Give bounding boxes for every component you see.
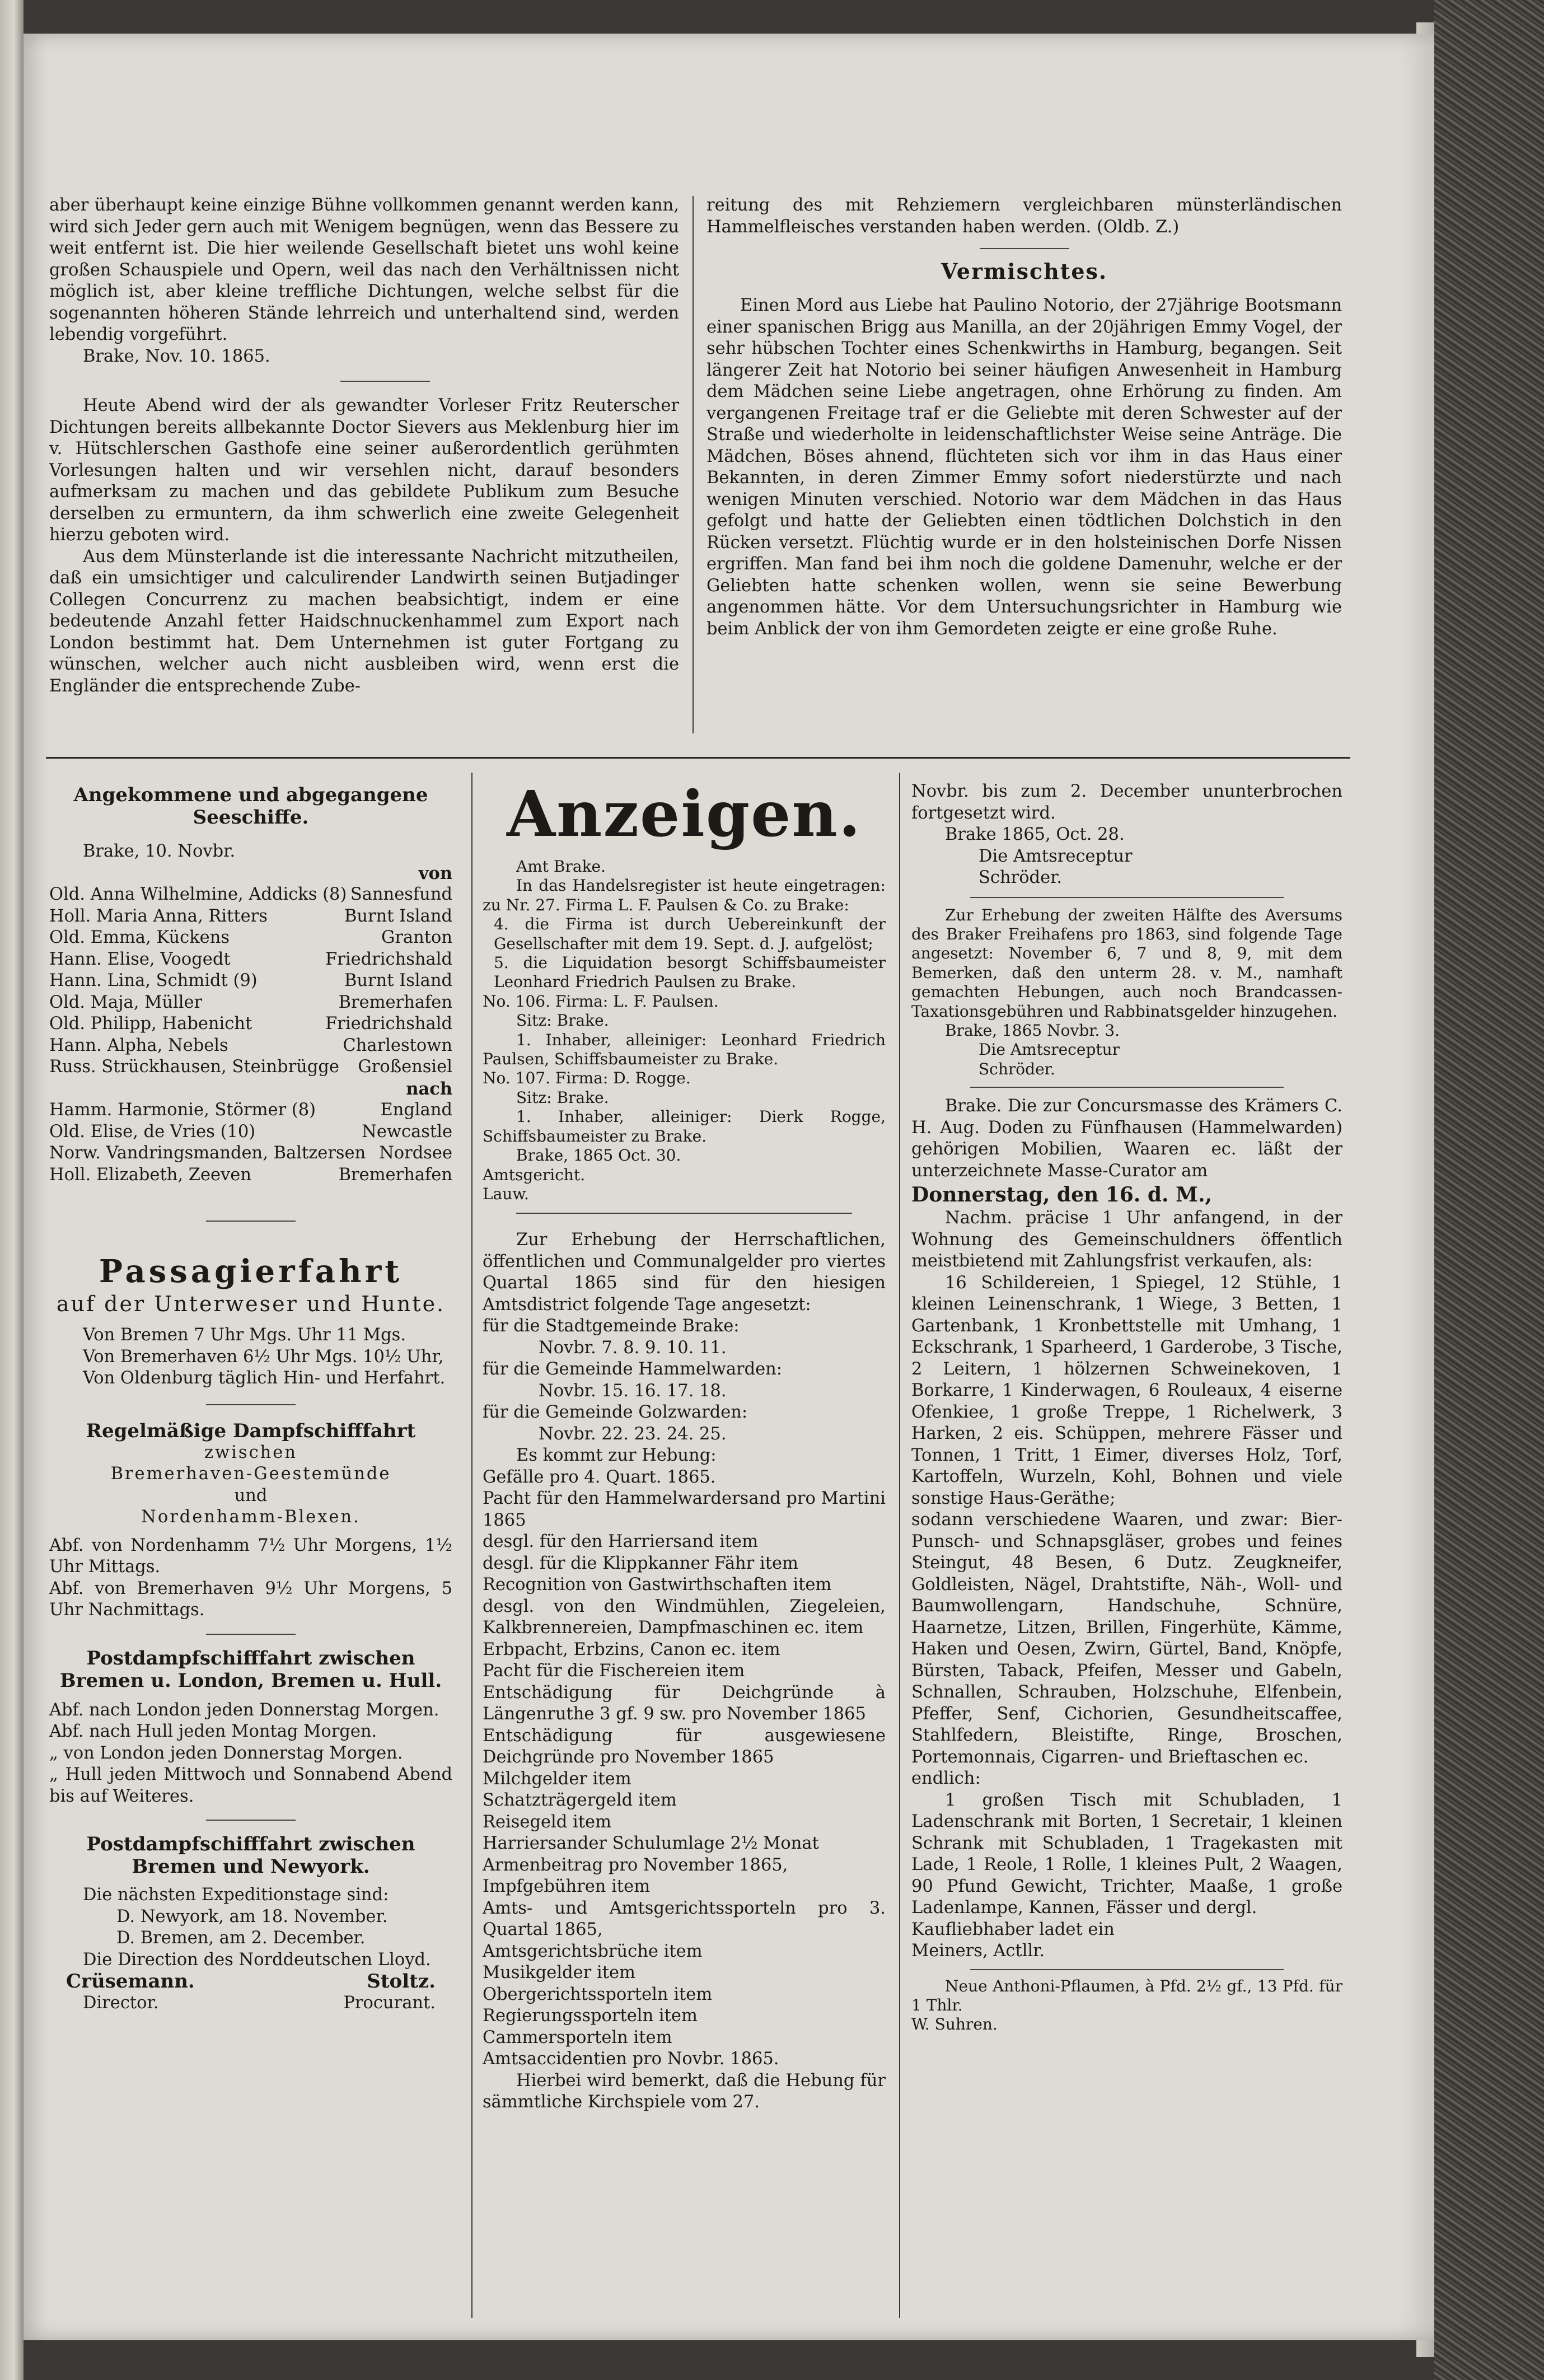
post2-direction: Die Direction des Norddeutschen Lloyd. bbox=[83, 1949, 431, 1970]
title-2: Procurant. bbox=[343, 1993, 436, 2013]
ship-port: Nordsee bbox=[379, 1143, 452, 1163]
ship-port: Großensiel bbox=[358, 1057, 452, 1077]
ship-port: Charlestown bbox=[343, 1035, 452, 1055]
vermischtes-heading: Vermischtes. bbox=[941, 259, 1108, 284]
divider bbox=[206, 1820, 296, 1821]
ship-row bbox=[49, 1013, 452, 1035]
ship-name: Old. Elise, de Vries (10) bbox=[49, 1121, 256, 1142]
top-left-column bbox=[49, 195, 679, 697]
ship-name: Old. Anna Wilhelmine, Addicks (8) bbox=[49, 885, 347, 904]
text-line: „ von London jeden Donnerstag Morgen. bbox=[49, 1743, 403, 1763]
tax-golzwarden-dates: Novbr. 22. 23. 24. 25. bbox=[539, 1424, 727, 1444]
signature-2: Stoltz. bbox=[367, 1970, 436, 1993]
court-name: Amt Brake. bbox=[516, 857, 606, 876]
passenger-lines bbox=[49, 1325, 452, 1390]
text-line: Armenbeitrag pro November 1865, bbox=[483, 1855, 788, 1875]
ship-row bbox=[49, 906, 452, 928]
text-line: Musikgelder item bbox=[483, 1963, 635, 1983]
register-signer: Lauw. bbox=[483, 1184, 529, 1203]
receptur-signature: Die Amtsreceptur bbox=[979, 846, 1133, 866]
ship-name: Hann. Alpha, Nebels bbox=[49, 1035, 228, 1055]
ship-row bbox=[49, 992, 452, 1014]
steam-line-4: Nordenhamm-Blexen. bbox=[141, 1507, 361, 1527]
text-line: Cammersporteln item bbox=[483, 2027, 672, 2047]
oldb-paragraph: reitung des mit Rehziemern vergleichbaren münsterländischen Hammelfleisches verstanden haben werden. (Oldb. Z.) bbox=[707, 195, 1342, 237]
ship-name: Old. Philipp, Habenicht bbox=[49, 1014, 252, 1034]
steam-heading: Regelmäßige Dampfschifffahrt bbox=[86, 1419, 416, 1442]
tax-continuation-date: Brake 1865, Oct. 28. bbox=[945, 825, 1125, 844]
ship-row bbox=[49, 1165, 452, 1186]
divider bbox=[970, 1969, 1284, 1970]
plum-signature: W. Suhren. bbox=[911, 2015, 998, 2034]
passenger-heading: Passagierfahrt bbox=[99, 1253, 403, 1290]
plum-advert: Neue Anthoni-Pflaumen, à Pfd. 2½ gf., 13 Pfd. für 1 Thlr. bbox=[911, 1976, 1342, 2015]
register-106-seat: Sitz: Brake. bbox=[516, 1011, 609, 1030]
text-line: Von Bremen 7 Uhr Mgs. Uhr 11 Mgs. bbox=[83, 1325, 406, 1345]
ships-column bbox=[49, 784, 452, 2014]
text-line: Abf. nach London jeden Donnerstag Morgen. bbox=[49, 1700, 439, 1720]
ship-row bbox=[49, 927, 452, 949]
freihafen-date: Brake, 1865 Novbr. 3. bbox=[945, 1021, 1120, 1040]
post2-signatures bbox=[49, 1971, 452, 1993]
post2-date-1: D. Newyork, am 18. November. bbox=[116, 1906, 388, 1927]
arrived-label: von bbox=[418, 863, 452, 883]
ship-row bbox=[49, 949, 452, 971]
steam-departure-1: Abf. von Nordenhamm 7½ Uhr Morgens, 1½ Uhr Mittags. bbox=[49, 1535, 452, 1577]
ship-port: Newcastle bbox=[362, 1121, 452, 1142]
anzeigen-heading: Anzeigen. bbox=[507, 778, 862, 851]
text-line: Milchgelder item bbox=[483, 1769, 631, 1789]
auction-date: Donnerstag, den 16. d. M., bbox=[911, 1183, 1213, 1207]
ship-name: Holl. Elizabeth, Zeeven bbox=[49, 1165, 251, 1185]
post2-date-2: D. Bremen, am 2. December. bbox=[116, 1928, 366, 1948]
auction-buyers: Kaufliebhaber ladet ein bbox=[911, 1919, 1115, 1939]
text-line: Amtsgerichtsbrüche item bbox=[483, 1941, 703, 1961]
auction-signature: Meiners, Actllr. bbox=[911, 1941, 1045, 1961]
register-107-seat: Sitz: Brake. bbox=[516, 1088, 609, 1107]
ship-port: England bbox=[380, 1100, 452, 1120]
tax-collection-label: Es kommt zur Hebung: bbox=[516, 1446, 717, 1466]
tax-items-list bbox=[483, 1467, 886, 2070]
column-rule bbox=[693, 196, 694, 733]
tax-golzwarden-label: für die Gemeinde Golzwarden: bbox=[483, 1402, 748, 1423]
departed-list bbox=[49, 1100, 452, 1186]
text-line: Pacht für den Hammelwardersand pro Martini 1865 bbox=[483, 1489, 886, 1530]
text-line: Harriersander Schulumlage 2½ Monat bbox=[483, 1834, 819, 1854]
divider bbox=[516, 1213, 852, 1214]
ship-row bbox=[49, 1121, 452, 1143]
section-rule bbox=[46, 757, 1350, 759]
ship-name: Old. Maja, Müller bbox=[49, 992, 203, 1012]
divider bbox=[970, 1087, 1284, 1088]
tax-intro: Zur Erhebung der Herrschaftlichen, öffentlichen und Communalgelder pro viertes Quartal 1865 sind für den hiesigen Amtsdistrict folgende Tage angesetzt: bbox=[483, 1230, 886, 1315]
text-line: desgl. für den Harriersand item bbox=[483, 1532, 759, 1552]
ship-row bbox=[49, 1100, 452, 1121]
column-rule bbox=[899, 773, 900, 2318]
text-line: desgl. für die Klippkanner Fähr item bbox=[483, 1553, 798, 1573]
divider bbox=[206, 1221, 296, 1222]
ship-name: Hamm. Harmonie, Störmer (8) bbox=[49, 1100, 316, 1120]
divider bbox=[980, 248, 1069, 249]
ship-row bbox=[49, 884, 452, 906]
muensterland-paragraph: Aus dem Münsterlande ist die interessante Nachricht mitzutheilen, daß ein umsichtiger und calculirender Landwirth seinen Butjadinger Collegen Concurrenz zu machen beabsichtigt, indem er eine bedeutende Anzahl fetter Haidschnuckenhammel zum Export nach London bestimmt hat. Dem Unternehmen ist guter Fortgang zu wünschen, welcher auch nicht ausbleiben wird, wenn erst die Engländer die entsprechende Zube- bbox=[49, 546, 679, 696]
steam-line-3: und bbox=[234, 1485, 268, 1505]
ship-port: Granton bbox=[381, 928, 452, 947]
auction-time: Nachm. präcise 1 Uhr anfangend, in der Wohnung des Gemeinschuldners öffentlich meistbietend mit Zahlungsfrist verkaufen, als: bbox=[911, 1208, 1342, 1271]
ships-heading: Angekommene und abgegangene Seeschiffe. bbox=[73, 784, 428, 829]
divider bbox=[206, 1404, 296, 1405]
auction-list-shop: 1 großen Tisch mit Schubladen, 1 Ladenschrank mit Borten, 1 Secretair, 1 kleinen Schrank mit Schubladen, 1 Tragekasten mit Lade, 1 Reole, 1 Rolle, 1 kleines Pult, 2 Waagen, 90 Pfund Gewicht, Trichter, Maaße, 1 große Ladenlampe, Kannen, Fässer und dergl. bbox=[911, 1790, 1342, 1918]
register-item-4: 4. die Firma ist durch Uebereinkunft der Gesellschafter mit dem 19. Sept. d. J. aufgelöst; bbox=[494, 915, 886, 953]
ships-date: Brake, 10. Novbr. bbox=[83, 841, 236, 861]
text-line: Amts- und Amtsgerichtssporteln pro 3. Quartal 1865, bbox=[483, 1898, 886, 1940]
register-intro: In das Handelsregister ist heute eingetragen: zu Nr. 27. Firma L. F. Paulsen & Co. zu Brake: bbox=[483, 876, 886, 914]
register-court: Amtsgericht. bbox=[483, 1165, 586, 1184]
text-line: Abf. nach Hull jeden Montag Morgen. bbox=[49, 1722, 377, 1741]
ship-name: Holl. Maria Anna, Ritters bbox=[49, 906, 268, 926]
text-line: „ Hull jeden Mittwoch und Sonnabend Abend bis auf Weiteres. bbox=[49, 1765, 452, 1806]
text-line: Erbpacht, Erbzins, Canon ec. item bbox=[483, 1639, 780, 1659]
book-binding bbox=[1434, 0, 1544, 2380]
text-line: Schatzträgergeld item bbox=[483, 1790, 677, 1811]
ship-name: Hann. Lina, Schmidt (9) bbox=[49, 971, 258, 990]
auction-list-goods: sodann verschiedene Waaren, und zwar: Bier-Punsch- und Schnapsgläser, grobes und feines Steingut, 48 Besen, 6 Dutz. Zeugkneifer, Goldleisten, Nägel, Drahtstifte, Näh-, Woll- und Baumwollengarn, Handschuhe, Schnüre, Haarnetze, Litzen, Brillen, Fingerhüte, Kämme, Haken und Oesen, Zwirn, Gürtel, Band, Knöpfe, Bürsten, Taback, Pfeifen, Messer und Gabeln, Schnallen, Schrauben, Holzschuhe, Elfenbein, Pfeffer, Senf, Cichorien, Gesundheitscaffee, Stahlfedern, Bleistifte, Ringe, Broschen, Portemonnais, Cigarren- und Brieftaschen ec. bbox=[911, 1510, 1342, 1767]
post2-intro: Die nächsten Expeditionstage sind: bbox=[83, 1885, 389, 1905]
theater-paragraph: aber überhaupt keine einzige Bühne vollkommen genannt werden kann, wird sich Jeder gern auch mit Wenigem begnügen, wenn das Bessere zu weit entfernt ist. Die hier weilende Gesellschaft bietet uns wohl keine großen Schauspiele und Opern, weil das nach den Verhältnissen nicht möglich ist, aber kleine treffliche Dichtungen, welche selbst für die sogenannten höheren Stände lehrreich und unterhaltend sind, werden lebendig vorgeführt. bbox=[49, 195, 679, 344]
text-line: Impfgebühren item bbox=[483, 1877, 651, 1897]
tax-continuation: Novbr. bis zum 2. December ununterbrochen fortgesetzt wird. bbox=[911, 782, 1342, 823]
register-107: No. 107. Firma: D. Rogge. bbox=[483, 1069, 691, 1088]
ship-name: Russ. Strückhausen, Steinbrügge bbox=[49, 1057, 339, 1077]
tax-brake-label: für die Stadtgemeinde Brake: bbox=[483, 1316, 740, 1336]
receptur-signer: Schröder. bbox=[979, 868, 1063, 887]
auction-endlich: endlich: bbox=[911, 1769, 981, 1789]
ship-name: Hann. Elise, Voogedt bbox=[49, 949, 231, 969]
adjacent-page-edge bbox=[0, 0, 24, 2380]
post1-heading: Postdampfschifffahrt zwischen Bremen u. London, Bremen u. Hull. bbox=[59, 1647, 442, 1692]
text-line: Recognition von Gastwirthschaften item bbox=[483, 1575, 832, 1595]
auction-intro: Brake. Die zur Concursmasse des Krämers C. H. Aug. Doden zu Fünfhausen (Hammelwarden) gehörigen Mobilien, Waaren ec. läßt der unterzeichnete Masse-Curator am bbox=[911, 1096, 1342, 1181]
ship-row bbox=[49, 970, 452, 992]
register-item-5: 5. die Liquidation besorgt Schiffsbaumeister Leonhard Friedrich Paulsen zu Brake. bbox=[494, 953, 886, 992]
steam-line-2: Bremerhaven-Geestemünde bbox=[110, 1464, 391, 1484]
text-line: Von Bremerhaven 6½ Uhr Mgs. 10½ Uhr, bbox=[83, 1346, 444, 1367]
tax-note: Hierbei wird bemerkt, daß die Hebung für sämmtliche Kirchspiele vom 27. bbox=[483, 2070, 886, 2112]
ship-row bbox=[49, 1035, 452, 1057]
freihafen-signature: Die Amtsreceptur bbox=[979, 1040, 1120, 1059]
register-106: No. 106. Firma: L. F. Paulsen. bbox=[483, 992, 719, 1011]
ship-port: Sannesfund bbox=[350, 885, 452, 904]
murder-paragraph: Einen Mord aus Liebe hat Paulino Notorio, der 27jährige Bootsmann einer spanischen Brigg aus Manilla, an der 20jährigen Emmy Vogel, der sehr hübschen Tochter eines Schenkwirths in Hamburg, begangen. Seit längerer Zeit hat Notorio bei seiner häufigen Anwesenheit in Hamburg dem Mädchen seine Liebe angetragen, ohne Erhörung zu finden. Am vergangenen Freitage traf er die Geliebte mit deren Schwester auf der Straße und wiederholte in leidenschaftlichster Weise seine Anträge. Die Mädchen, Böses ahnend, flüchteten sich vor ihm in das Haus einer Bekannten, in deren Zimmer Emmy sofort niederstürzte und nach wenigen Minuten verschied. Notorio war dem Mädchen in das Haus gefolgt und hatte der Geliebten einen tödtlichen Dolchstich in den Rücken versetzt. Flüchtig wurde er in den holsteinischen Dorfe Nissen ergriffen. Man fand bei ihm noch die goldene Damenuhr, welche er der Geliebten hatte schenken wollen, wenn sie seine Bewerbung angenommen hätte. Vor dem Untersuchungsrichter in Hamburg wie beim Anblick der von ihm Gemordeten zeigte er eine große Ruhe. bbox=[707, 296, 1342, 639]
register-date: Brake, 1865 Oct. 30. bbox=[516, 1146, 681, 1165]
tax-brake-dates: Novbr. 7. 8. 9. 10. 11. bbox=[539, 1338, 727, 1358]
right-ads-column bbox=[911, 781, 1342, 2035]
ship-name: Old. Emma, Kückens bbox=[49, 928, 230, 947]
signature-1: Crüsemann. bbox=[66, 1970, 195, 1993]
theater-sign: Brake, Nov. 10. 1865. bbox=[83, 346, 270, 366]
divider bbox=[340, 381, 430, 382]
text-line: Pacht für die Fischereien item bbox=[483, 1661, 745, 1681]
ship-name: Norw. Vandringsmanden, Baltzersen bbox=[49, 1143, 366, 1163]
ship-port: Bremerhafen bbox=[338, 992, 452, 1012]
steam-line-1: zwischen bbox=[204, 1442, 297, 1462]
text-line: Obergerichtssporteln item bbox=[483, 1984, 713, 2004]
tax-hammelwarden-dates: Novbr. 15. 16. 17. 18. bbox=[539, 1381, 727, 1401]
register-107-owner: 1. Inhaber, alleiniger: Dierk Rogge, Schiffsbaumeister zu Brake. bbox=[483, 1107, 886, 1145]
reading-paragraph: Heute Abend wird der als gewandter Vorleser Fritz Reuterscher Dichtungen bereits allbekannte Doctor Sievers aus Meklenburg hier im v. Hütschlerschen Gasthofe eine seiner außerordentlich gerühmten Vorlesungen halten und wir versehlen nicht, darauf besonders aufmerksam zu machen und das gebildete Publikum zum Besuche derselben zu ermuntern, da ihm schwerlich eine zweite Gelegenheit hierzu geboten wird. bbox=[49, 396, 679, 545]
ship-port: Bremerhafen bbox=[338, 1165, 452, 1185]
text-line: Entschädigung für Deichgründe à Längenruthe 3 gf. 9 sw. pro November 1865 bbox=[483, 1682, 886, 1724]
post2-heading: Postdampfschifffahrt zwischen Bremen und Newyork. bbox=[86, 1833, 415, 1878]
ship-port: Friedrichshald bbox=[325, 1014, 452, 1034]
text-line: desgl. von den Windmühlen, Ziegeleien, Kalkbrennereien, Dampfmaschinen ec. item bbox=[483, 1596, 886, 1638]
steam-departure-2: Abf. von Bremerhaven 9½ Uhr Morgens, 5 Uhr Nachmittags. bbox=[49, 1578, 452, 1620]
ship-row bbox=[49, 1143, 452, 1165]
ship-port: Friedrichshald bbox=[325, 949, 452, 969]
text-line: Gefälle pro 4. Quart. 1865. bbox=[483, 1467, 716, 1487]
title-1: Director. bbox=[83, 1993, 159, 2013]
passenger-subheading: auf der Unterweser und Hunte. bbox=[56, 1292, 446, 1316]
freihafen-notice: Zur Erhebung der zweiten Hälfte des Aversums des Braker Freihafens pro 1863, sind folgende Tage angesetzt: November 6, 7 und 8, 9, mit dem Bemerken, daß den unterm 28. v. M., namhaft gemachten Hebungen, auch noch Brandcassen-Taxationsgebühren und Rabbinatsgelder hinzugehen. bbox=[911, 905, 1342, 1021]
register-106-owner: 1. Inhaber, alleiniger: Leonhard Friedrich Paulsen, Schiffsbaumeister zu Brake. bbox=[483, 1030, 886, 1069]
auction-list-household: 16 Schildereien, 1 Spiegel, 12 Stühle, 1 kleinen Leinenschrank, 1 Wiege, 3 Betten, 1 Gartenbank, 1 Kronbettstelle mit Umhang, 1 Eckschrank, 1 Sparheerd, 1 Garderobe, 3 Tische, 2 Leitern, 1 hölzernen Schweinekoven, 1 Borkarre, 1 Kinderwagen, 6 Rouleaux, 4 eiserne Ofenkiee, 1 große Treppe, 1 Richelwerk, 3 Harken, 2 eis. Schüppen, mehrere Fässer und Tonnen, 1 Tritt, 1 Eimer, diverses Holz, Torf, Kartoffeln, Wurzeln, Kohl, Bohnen und viele sonstige Haus-Geräthe; bbox=[911, 1273, 1342, 1508]
post2-titles bbox=[49, 1993, 452, 2014]
arrived-list bbox=[49, 884, 452, 1078]
freihafen-signer: Schröder. bbox=[979, 1059, 1055, 1078]
text-line: Von Oldenburg täglich Hin- und Herfahrt. bbox=[83, 1368, 446, 1388]
text-line: Reisegeld item bbox=[483, 1812, 612, 1832]
divider bbox=[206, 1634, 296, 1635]
tax-hammelwarden-label: für die Gemeinde Hammelwarden: bbox=[483, 1359, 783, 1380]
ads-column bbox=[483, 775, 886, 2114]
text-line: Entschädigung für ausgewiesene Deichgründe pro November 1865 bbox=[483, 1726, 886, 1768]
divider bbox=[970, 897, 1284, 898]
top-right-column bbox=[707, 195, 1342, 640]
ship-port: Burnt Island bbox=[344, 906, 452, 926]
text-line: Regierungssporteln item bbox=[483, 2006, 698, 2026]
column-rule bbox=[471, 773, 472, 2318]
ship-port: Burnt Island bbox=[344, 971, 452, 990]
departed-label: nach bbox=[406, 1078, 452, 1099]
ship-row bbox=[49, 1056, 452, 1078]
post1-lines bbox=[49, 1700, 452, 1808]
text-line: Amtsaccidentien pro Novbr. 1865. bbox=[483, 2049, 779, 2069]
